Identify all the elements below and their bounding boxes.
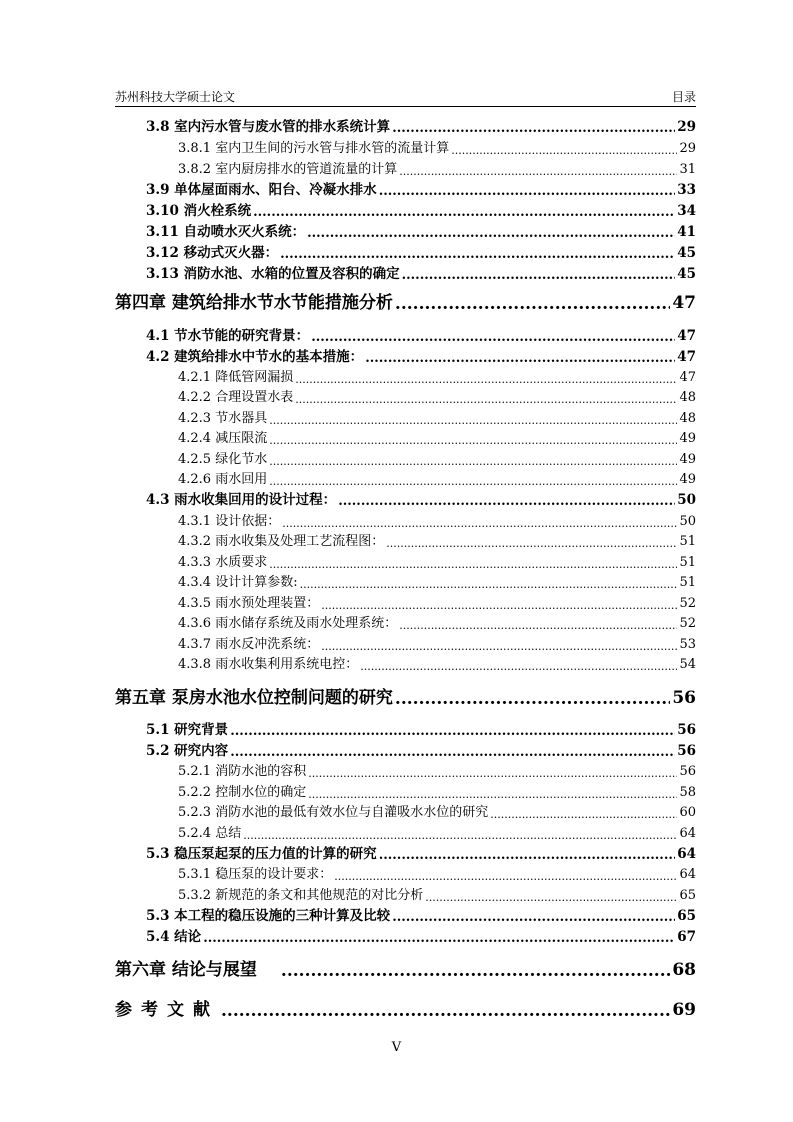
toc-entry[interactable] [146,926,696,945]
toc-entry-page: 31 [679,162,696,177]
dot-leader [392,911,675,924]
toc-entry[interactable] [178,822,696,841]
toc-entry-title: 4.3.5 雨水预处理装置： [178,596,320,611]
toc-entry[interactable] [146,346,696,365]
dot-leader [490,809,677,820]
dot-leader [269,476,677,487]
toc-entry[interactable] [178,571,696,590]
dot-leader [395,691,670,708]
toc-entry[interactable] [178,510,696,529]
dot-leader [269,435,677,446]
toc-entry-title: 4.3.6 雨水储存系统及雨水处理系统： [178,616,398,631]
dot-leader [392,122,675,135]
toc-entry-title: 4.1 节水节能的研究背景： [146,328,310,344]
dot-leader [402,269,676,282]
toc-entry-title: 4.3.7 雨水反冲洗系统： [178,637,320,652]
dot-leader [243,830,677,841]
toc-entry-page: 47 [679,370,696,385]
dot-leader [295,374,677,385]
dot-leader [269,456,677,467]
toc-entry-page: 49 [679,472,696,487]
toc-entry[interactable] [178,653,696,672]
toc-entry[interactable] [178,530,696,549]
toc-entry-title: 4.2.6 雨水回用 [178,472,268,487]
toc-entry-title: 4.2 建筑给排水中节水的基本措施： [146,349,364,365]
toc-entry-page: 56 [677,722,696,738]
toc-entry-title: 5.3 稳压泵起泵的压力值的计算的研究 [146,846,377,862]
toc-entry-title: 3.9 单体屋面雨水、阳台、冷凝水排水 [146,182,377,198]
dot-leader [395,296,670,313]
toc-entry[interactable] [146,242,696,261]
dot-leader [307,227,675,240]
dot-leader [230,725,675,738]
toc-entry[interactable] [178,592,696,611]
toc-entry[interactable] [178,863,696,882]
toc-entry-title: 4.2.3 节水器具 [178,411,268,426]
toc-entry[interactable] [146,179,696,198]
dot-leader [311,331,675,344]
toc-entry-title: 5.3 本工程的稳压设施的三种计算及比较 [146,908,391,924]
toc-entry[interactable] [178,468,696,487]
toc-entry-title: 3.12 移动式灭火器： [146,245,279,261]
dot-leader [451,145,677,156]
toc-entry[interactable] [178,633,696,652]
toc-entry-page: 65 [679,888,696,903]
dot-leader [338,495,675,508]
dot-leader [230,746,675,759]
toc-entry-page: 65 [677,908,696,924]
toc-entry-page: 29 [679,141,696,156]
toc-entry-title: 3.8.2 室内厨房排水的管道流量的计算 [178,162,398,177]
toc-entry-page: 64 [679,867,696,882]
dot-leader [425,892,677,903]
toc-entry-page: 48 [679,390,696,405]
dot-leader [321,641,677,652]
toc-entry-title: 4.2.2 合理设置水表 [178,390,294,405]
toc-entry[interactable] [178,760,696,779]
toc-entry-title: 4.2.4 减压限流 [178,431,268,446]
toc-entry[interactable] [178,612,696,631]
toc-entry-title: 4.3.1 设计依据： [178,514,281,529]
toc-entry-title: 3.8 室内污水管与废水管的排水系统计算 [146,119,391,135]
toc-entry[interactable] [178,448,696,467]
toc-chapter[interactable] [115,289,696,313]
toc-entry[interactable] [146,740,696,759]
dot-leader [308,768,677,779]
toc-entry-page: 52 [679,616,696,631]
toc-entry-title: 4.2.1 降低管网漏损 [178,370,294,385]
toc-chapter-title: 参考文献 [115,1000,219,1020]
dot-leader [203,932,675,945]
dot-leader [379,849,676,862]
toc-entry[interactable] [178,366,696,385]
toc-chapter[interactable] [115,684,696,708]
dot-leader [321,600,677,611]
toc-entry-page: 64 [679,826,696,841]
toc-chapter[interactable] [115,956,696,980]
toc-chapter-page: 47 [672,293,696,313]
toc-entry-page: 45 [677,266,696,282]
dot-leader [399,166,677,177]
section-title: 目录 [671,90,696,104]
toc-entry[interactable] [178,781,696,800]
toc-entry[interactable] [146,905,696,924]
toc-entry-page: 50 [677,492,696,508]
toc-entry-title: 3.13 消防水池、水箱的位置及容积的确定 [146,266,400,282]
dot-leader [300,579,678,590]
toc-entry-title: 5.2.1 消防水池的容积 [178,764,307,779]
toc-entry[interactable] [178,158,696,177]
dot-leader [399,620,677,631]
toc-entry-page: 58 [679,785,696,800]
toc-entry[interactable] [146,116,696,135]
toc-entry-title: 5.4 结论 [146,929,202,945]
toc-entry-page: 51 [679,555,696,570]
toc-entry-page: 56 [679,764,696,779]
toc-entry-title: 3.8.1 室内卫生间的污水管与排水管的流量计算 [178,141,450,156]
toc-entry[interactable] [146,325,696,344]
toc-entry-page: 49 [679,431,696,446]
toc-entry[interactable] [178,884,696,903]
toc-entry-page: 51 [679,534,696,549]
toc-entry-page: 50 [679,514,696,529]
toc-entry-page: 49 [679,452,696,467]
toc-entry[interactable] [178,386,696,405]
toc-entry-title: 3.11 自动喷水灭火系统： [146,224,306,240]
toc-entry[interactable] [146,719,696,738]
toc-entry[interactable] [178,427,696,446]
toc-entry-title: 3.10 消火栓系统 [146,203,252,219]
dot-leader [280,248,675,261]
dot-leader [281,963,670,980]
toc-entry-page: 67 [677,929,696,945]
toc-entry-title: 4.3.2 雨水收集及处理工艺流程图： [178,534,385,549]
dot-leader [365,352,675,365]
dot-leader [253,206,675,219]
toc-entry-title: 4.3.3 水质要求 [178,555,268,570]
toc-entry-page: 33 [677,182,696,198]
toc-chapter-page: 69 [672,1000,696,1020]
dot-leader [269,559,677,570]
toc-entry-page: 34 [677,203,696,219]
toc-entry-page: 48 [679,411,696,426]
dot-leader [295,394,677,405]
toc-entry-page: 64 [677,846,696,862]
toc-chapter-title: 第五章 泵房水池水位控制问题的研究 [115,688,393,708]
thesis-title: 苏州科技大学硕士论文 [115,90,236,104]
toc-entry-page: 41 [677,224,696,240]
page-number: V [391,1040,402,1055]
toc-entry-page: 51 [679,575,696,590]
dot-leader [282,518,677,529]
dot-leader [379,185,676,198]
toc-entry-page: 52 [679,596,696,611]
toc-entry[interactable] [146,221,696,240]
toc-entry-title: 5.1 研究背景 [146,722,229,738]
toc-entry-title: 4.3 雨水收集回用的设计过程： [146,492,337,508]
toc-entry-page: 47 [677,328,696,344]
dot-leader [360,661,677,672]
dot-leader [386,538,677,549]
toc-entry[interactable] [146,263,696,282]
toc-entry-page: 53 [679,637,696,652]
toc-chapter[interactable] [115,996,696,1020]
toc-entry-page: 60 [679,805,696,820]
toc-entry[interactable] [178,137,696,156]
page-header [115,86,696,107]
toc-entry-title: 4.2.5 绿化节水 [178,452,268,467]
toc-entry-title: 5.2.4 总结 [178,826,242,841]
toc-entry-title: 4.3.4 设计计算参数: [178,575,298,590]
toc-entry-title: 5.2.3 消防水池的最低有效水位与自灌吸水水位的研究 [178,805,489,820]
toc-entry-page: 45 [677,245,696,261]
toc-entry[interactable] [178,407,696,426]
toc-entry-page: 47 [677,349,696,365]
dot-leader [269,415,677,426]
toc-entry[interactable] [178,801,696,820]
toc-entry-page: 56 [677,743,696,759]
toc-chapter-title: 第四章 建筑给排水节水节能措施分析 [115,293,393,313]
toc-chapter-title: 第六章 结论与展望 [115,960,257,980]
toc-entry-title: 4.3.8 雨水收集利用系统电控： [178,657,359,672]
dot-leader [308,789,677,800]
toc-entry-page: 54 [679,657,696,672]
toc-entry-page: 29 [677,119,696,135]
toc-entry-title: 5.2.2 控制水位的确定 [178,785,307,800]
toc-entry[interactable] [146,843,696,862]
toc-entry-title: 5.2 研究内容 [146,743,229,759]
toc-chapter-page: 68 [672,960,696,980]
toc-entry[interactable] [146,200,696,219]
dot-leader [334,871,677,882]
toc-entry[interactable] [178,551,696,570]
toc-chapter-page: 56 [672,688,696,708]
dot-leader [221,1003,670,1020]
toc-entry-title: 5.3.1 稳压泵的设计要求： [178,867,333,882]
toc-entry-title: 5.3.2 新规范的条文和其他规范的对比分析 [178,888,424,903]
toc-entry[interactable] [146,489,696,508]
